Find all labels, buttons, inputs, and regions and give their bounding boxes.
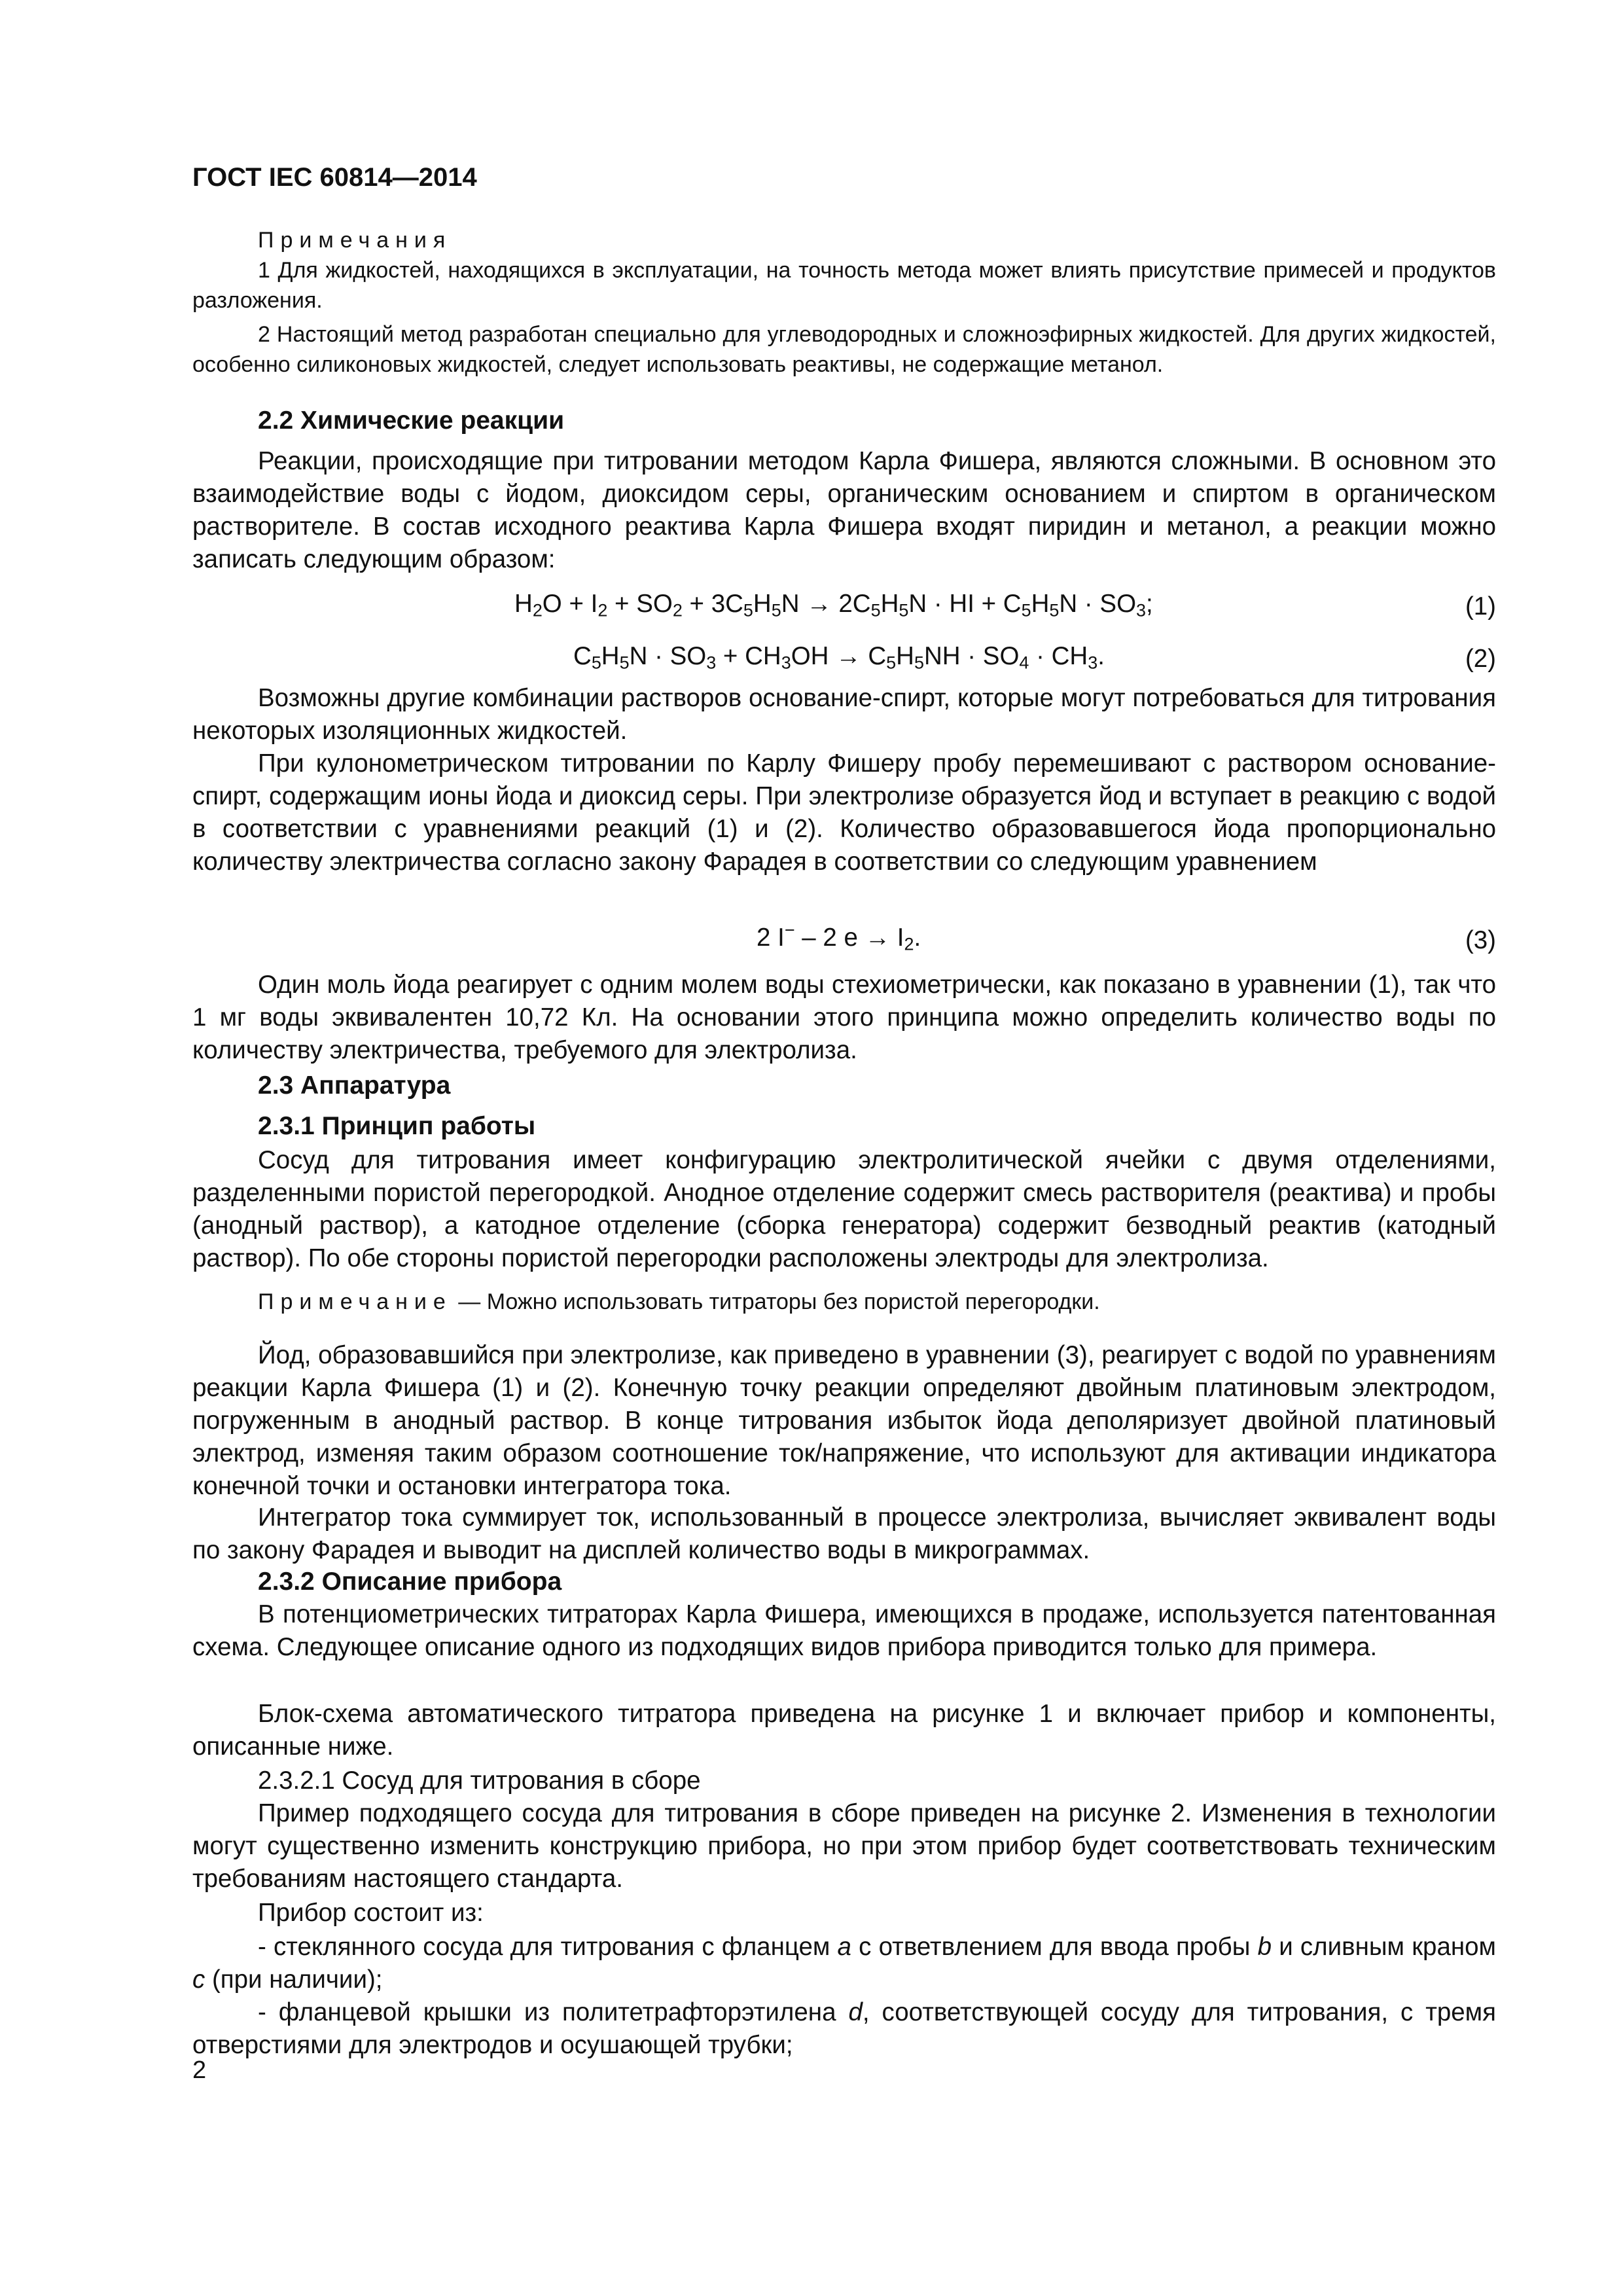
note-2: 2 Настоящий метод разработан специально для углеводородных и сложноэфирных жидкостей. Для других жидкостей, особенно силиконовых жидкостей, следует использовать реактивы, не содержащие метанол. xyxy=(192,322,1496,377)
notes-block xyxy=(192,225,1496,380)
document-header: ГОСТ IEC 60814—2014 xyxy=(192,163,477,192)
paragraph-example xyxy=(192,1797,1496,1895)
list-item-text: - стеклянного сосуда для титрования с фланцем a с ответвлением для ввода пробы b и сливным краном c (при наличии); xyxy=(192,1933,1497,1994)
paragraph-text: При кулонометрическом титровании по Карлу Фишеру пробу перемешивают с раствором основание-спирт, содержащим ионы йода и диоксид серы. При электролизе образуется йод и вступает в реакцию с водой в соответствии с уравнениями реакций (1) и (2). Количество образовавшегося йода пропорционально количеству электричества согласно закону Фарадея в соответствии со следующим уравнением xyxy=(192,749,1496,876)
subsection-2-3-2-1 xyxy=(192,1765,1496,1797)
note-label: Примечание xyxy=(258,1289,452,1314)
list-item-text: - фланцевой крышки из политетрафторэтилена d, соответствующей сосуду для титрования, с тремя отверстиями для электродов и осушающей трубки; xyxy=(192,1998,1496,2059)
equation-2-number: (2) xyxy=(1465,645,1496,673)
paragraph-text: Возможны другие комбинации растворов основание-спирт, которые могут потребоваться для титрования некоторых изоляционных жидкостей. xyxy=(192,684,1496,745)
paragraph-text: Реакции, происходящие при титровании методом Карла Фишера, являются сложными. В основном это взаимодействие воды с йодом, диоксидом серы, органическим основанием и спиртом в органическом растворителе. В состав исходного реактива Карла Фишера входят пиридин и метанол, а реакции можно записать следующим образом: xyxy=(192,447,1496,573)
equation-1: $H_2O + I_2 + SO_2 + 3C_5H_5N \to 2C_5H_5N$ · HI + $C_5H_5N \cdot SO_3$; xyxy=(514,590,1153,620)
paragraph-reactions xyxy=(192,445,1496,576)
note-line xyxy=(192,1287,1496,1317)
paragraph-vessel xyxy=(192,1144,1496,1275)
paragraph-text: Прибор состоит из: xyxy=(258,1899,484,1927)
paragraph-text: В потенциометрических титраторах Карла Фишера, имеющихся в продаже, используется патентованная схема. Следующее описание одного из подходящих видов прибора приводится только для примера. xyxy=(192,1600,1496,1661)
list-item-cover xyxy=(192,1996,1496,2062)
paragraph-integrator xyxy=(192,1501,1496,1567)
section-2-3-2-heading: 2.3.2 Описание прибора xyxy=(258,1568,562,1596)
paragraph-text: Один моль йода реагирует с одним молем воды стехиометрически, как показано в уравнении (1), так что 1 мг воды эквивалентен 10,72 Кл. На основании этого принципа можно определить количество воды по количеству электричества, требуемого для электролиза. xyxy=(192,971,1496,1064)
paragraph-text: Интегратор тока суммирует ток, использованный в процессе электролиза, вычисляет эквивалент воды по закону Фарадея и выводит на дисплей количество воды в микрограммах. xyxy=(192,1503,1496,1564)
section-2-2-heading: 2.2 Химические реакции xyxy=(258,406,565,435)
paragraph-text: Сосуд для титрования имеет конфигурацию электролитической ячейки с двумя отделениями, разделенными пористой перегородкой. Анодное отделение содержит смесь растворителя (реактива) и пробы (анодный раствор), а катодное отделение (сборка генератора) содержит безводный реактив (катодный раствор). По обе стороны пористой перегородки расположены электроды для электролиза. xyxy=(192,1146,1496,1272)
paragraph-coulometric xyxy=(192,747,1496,878)
equation-3-number: (3) xyxy=(1465,926,1496,954)
page-number: 2 xyxy=(192,2056,207,2084)
paragraph-text: Блок-схема автоматического титратора приведена на рисунке 1 и включает прибор и компоненты, описанные ниже. xyxy=(192,1700,1496,1761)
paragraph-mole xyxy=(192,969,1496,1067)
paragraph-text: Йод, образовавшийся при электролизе, как приведено в уравнении (3), реагирует с водой по уравнениям реакции Карла Фишера (1) и (2). Конечную точку реакции определяют двойным платиновым электродом, погруженным в анодный раствор. В конце титрования избыток йода деполяризует двойной платиновый электрод, изменяя таким образом соотношение ток/напряжение, что используют для активации индикатора конечной точки и остановки интегратора тока. xyxy=(192,1341,1496,1500)
paragraph-block-diagram xyxy=(192,1698,1496,1763)
note-1: 1 Для жидкостей, находящихся в эксплуатации, на точность метода может влиять присутствие примесей и продуктов разложения. xyxy=(192,258,1496,313)
subsection-title: 2.3.2.1 Сосуд для титрования в сборе xyxy=(258,1767,701,1795)
paragraph-combinations xyxy=(192,682,1496,747)
section-2-3-heading: 2.3 Аппаратура xyxy=(258,1071,451,1100)
paragraph-iodine xyxy=(192,1339,1496,1503)
paragraph-text: Пример подходящего сосуда для титрования в сборе приведен на рисунке 2. Изменения в технологии могут существенно изменить конструкцию прибора, но при этом прибор будет соответствовать техническим требованиям настоящего стандарта. xyxy=(192,1799,1496,1893)
section-2-3-1-heading: 2.3.1 Принцип работы xyxy=(258,1112,536,1140)
note-text: — Можно использовать титраторы без пористой перегородки. xyxy=(452,1289,1100,1314)
notes-title: Примечания xyxy=(258,228,452,253)
equation-1-number: (1) xyxy=(1465,592,1496,620)
paragraph-potentiometric xyxy=(192,1598,1496,1664)
equation-3: 2 I− – 2 $e \to I_2$. xyxy=(757,920,921,954)
paragraph-consists xyxy=(192,1897,1496,1929)
note-single xyxy=(192,1287,1496,1317)
list-item-vessel xyxy=(192,1931,1496,1996)
equation-2: $C_5H_5N \cdot SO_3 + CH_3OH \to C_5H_5NH \cdot SO_4 \cdot CH_3$. xyxy=(573,642,1105,673)
